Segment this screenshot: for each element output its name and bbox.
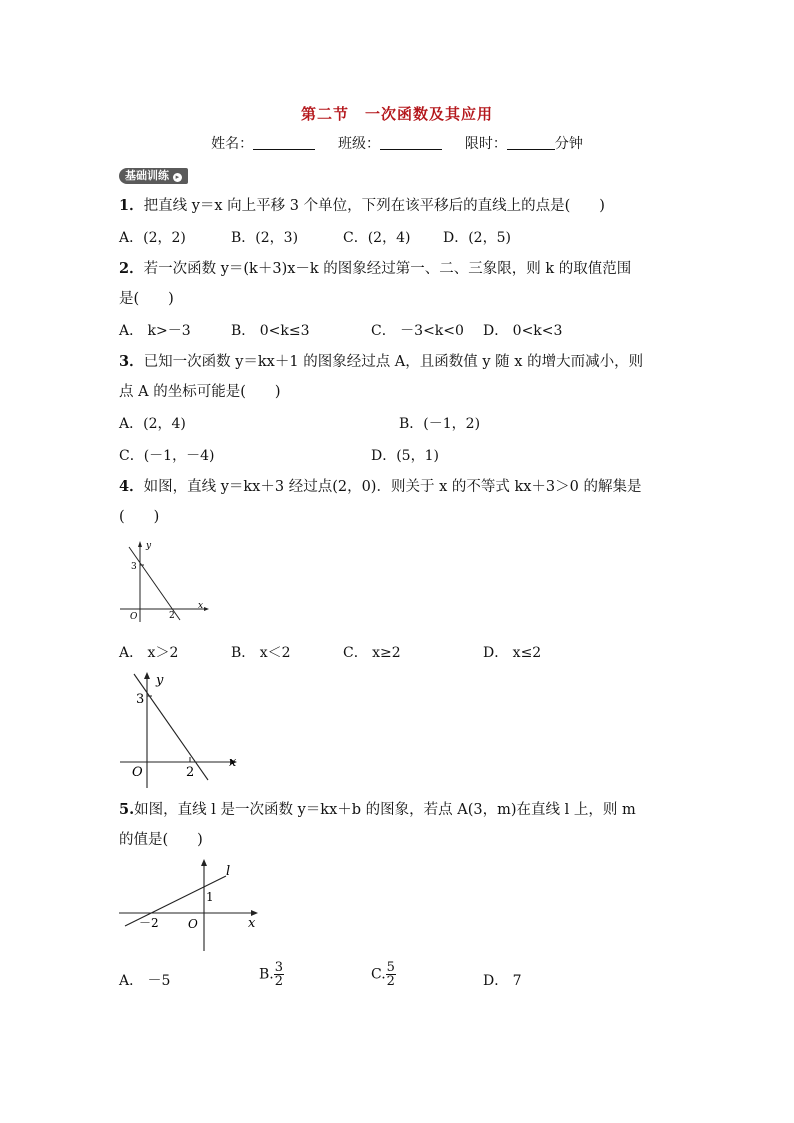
question-4-line1: 如图，直线 y＝kx＋3 经过点(2，0)．则关于 x 的不等式 kx＋3＞0 的解集是 — [143, 479, 642, 495]
question-3-line2: 点 A 的坐标可能是( ) — [119, 384, 281, 400]
badge-play-icon: ▸ — [173, 173, 182, 182]
q5-option-a[interactable]: A． －5 — [119, 973, 171, 989]
page-title: 第二节 一次函数及其应用 — [300, 105, 493, 123]
question-4-number: 4． — [119, 478, 144, 495]
question-1 — [119, 196, 605, 216]
time-unit: 分钟 — [554, 136, 583, 152]
q5-option-b[interactable] — [259, 961, 284, 988]
q2-option-b[interactable]: B． 0<k≤3 — [231, 323, 310, 339]
student-info-row — [0, 133, 794, 153]
question-4-line2: ( ) — [119, 509, 160, 525]
q5-option-d[interactable]: D． 7 — [483, 973, 522, 989]
x-axis-label: x — [198, 601, 204, 611]
origin-label: O — [132, 765, 143, 780]
tick-label-3: 3 — [131, 562, 137, 572]
q1-option-b[interactable]: B．(2，3) — [231, 230, 299, 246]
y-axis-arrow — [138, 541, 142, 547]
q2-option-a[interactable]: A． k>－3 — [119, 323, 191, 339]
question-5-number: 5. — [119, 801, 135, 818]
fraction-numerator: 3 — [274, 960, 284, 975]
question-5-line1: 如图，直线 l 是一次函数 y＝kx＋b 的图象，若点 A(3，m)在直线 l 上，则 m — [134, 802, 636, 818]
q3-option-c[interactable]: C．(－1，－4) — [119, 448, 215, 464]
q1-option-a[interactable]: A．(2，2) — [119, 230, 186, 246]
q4-option-d[interactable]: D． x≤2 — [483, 645, 542, 661]
time-blank[interactable] — [507, 135, 555, 150]
q3-option-b[interactable]: B．(－1，2) — [399, 416, 481, 432]
q2-option-c[interactable]: C． －3<k<0 — [371, 323, 464, 339]
question-2-number: 2． — [119, 260, 144, 277]
origin-label: O — [130, 612, 138, 622]
fraction-numerator: 5 — [386, 960, 395, 975]
q1-option-d[interactable]: D．(2，5) — [443, 230, 511, 246]
badge-label: 基础训练 — [125, 169, 169, 182]
y-axis-label: y — [156, 673, 164, 688]
q4-small-graph — [116, 538, 212, 628]
q2-option-d[interactable]: D． 0<k<3 — [483, 323, 563, 339]
q1-option-c[interactable]: C．(2，4) — [343, 230, 411, 246]
y-axis-arrow — [201, 859, 207, 866]
question-1-number: 1． — [119, 197, 144, 214]
x-axis-label: x — [229, 755, 237, 770]
question-1-text: 把直线 y＝x 向上平移 3 个单位，下列在该平移后的直线上的点是( ) — [143, 198, 605, 214]
q5-graph — [116, 855, 266, 955]
question-2 — [119, 259, 631, 279]
question-2-line1: 若一次函数 y＝(k＋3)x－k 的图象经过第一、二、三象限，则 k 的取值范围 — [143, 261, 632, 277]
question-4 — [119, 477, 641, 497]
class-label: 班级： — [338, 136, 380, 152]
q3-option-d[interactable]: D．(5，1) — [371, 448, 439, 464]
q4-option-b[interactable]: B． x＜2 — [231, 645, 291, 661]
name-blank[interactable] — [253, 135, 315, 150]
question-3-number: 3． — [119, 353, 144, 370]
q3-option-a[interactable]: A．(2，4) — [119, 416, 186, 432]
question-5 — [119, 800, 636, 820]
question-5-line2: 的值是( ) — [119, 832, 203, 848]
y-axis-label: y — [146, 541, 152, 551]
y-axis-arrow — [144, 672, 150, 679]
q4-option-c[interactable]: C． x≥2 — [343, 645, 401, 661]
name-label: 姓名： — [211, 136, 254, 152]
q5-option-b-letter: B. — [259, 966, 274, 983]
class-blank[interactable] — [380, 135, 442, 150]
x-axis-label: x — [248, 916, 256, 931]
origin-label: O — [188, 917, 198, 931]
fraction-denominator: 2 — [386, 974, 395, 989]
question-3 — [119, 352, 643, 372]
q4-option-a[interactable]: A． x＞2 — [119, 645, 179, 661]
intercept-label-1: 1 — [206, 890, 214, 904]
q4-large-graph — [116, 670, 246, 790]
question-2-line2: 是( ) — [119, 291, 174, 307]
fraction-five-halves — [386, 961, 396, 988]
time-label: 限时： — [464, 136, 507, 152]
q5-option-c[interactable] — [371, 961, 396, 988]
tick-label-2: 2 — [186, 765, 195, 780]
fraction-denominator: 2 — [274, 974, 284, 989]
section-badge — [119, 168, 188, 184]
line-label-l: l — [226, 864, 231, 879]
intercept-label-neg2: －2 — [139, 916, 159, 930]
q5-option-c-letter: C. — [371, 966, 386, 983]
x-axis-arrow — [204, 607, 209, 611]
question-3-line1: 已知一次函数 y＝kx＋1 的图象经过点 A，且函数值 y 随 x 的增大而减小，则 — [143, 354, 644, 370]
fraction-three-halves — [274, 961, 284, 988]
tick-label-2: 2 — [169, 611, 175, 621]
tick-label-3: 3 — [136, 692, 145, 707]
function-line — [134, 674, 208, 780]
